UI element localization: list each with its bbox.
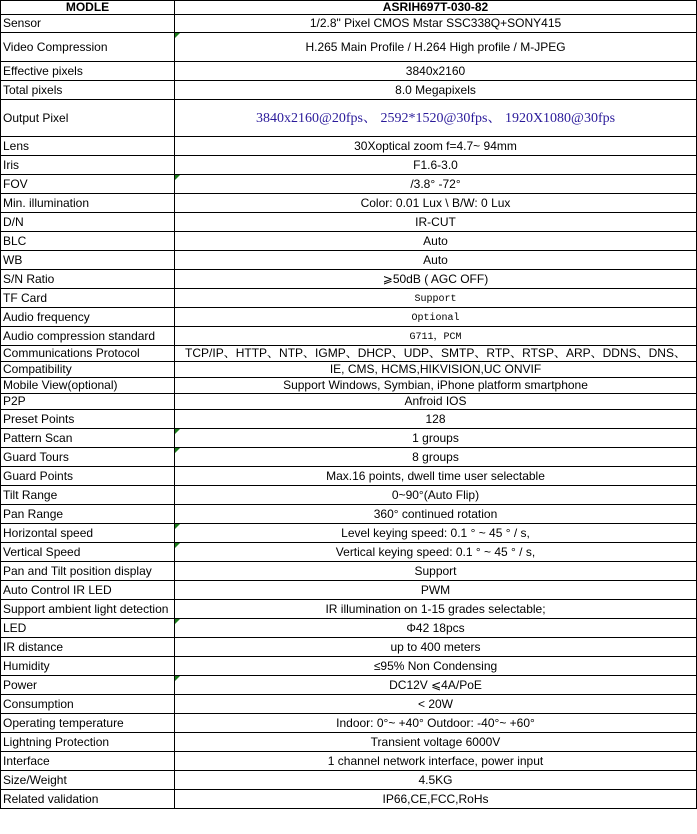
- spec-value-text: up to 400 meters: [390, 639, 481, 654]
- spec-label: Pan and Tilt position display: [1, 562, 175, 581]
- table-row: [1, 486, 697, 505]
- spec-value-text: IR illumination on 1-15 grades selectable;: [325, 601, 546, 616]
- spec-value: [175, 213, 697, 232]
- spec-value-text: ⩾50dB ( AGC OFF): [382, 271, 489, 286]
- spec-label: FOV: [1, 175, 175, 194]
- spec-value-text: Auto: [423, 252, 448, 267]
- spec-value-text: Support: [414, 563, 457, 578]
- spec-label: D/N: [1, 213, 175, 232]
- spec-label: Guard Tours: [1, 448, 175, 467]
- spec-value: [175, 289, 697, 308]
- spec-value: [175, 346, 697, 362]
- table-row: [1, 581, 697, 600]
- spec-label: Auto Control IR LED: [1, 581, 175, 600]
- spec-value-text: Φ42 18pcs: [406, 620, 465, 635]
- spec-value-text: Max.16 points, dwell time user selectable: [326, 468, 545, 483]
- table-row: [1, 33, 697, 62]
- spec-label: Preset Points: [1, 410, 175, 429]
- spec-value: [175, 156, 697, 175]
- spec-value: [175, 505, 697, 524]
- spec-value-text: DC12V ⩽4A/PoE: [389, 677, 482, 692]
- header-model-label: MODLE: [1, 1, 175, 15]
- table-row: [1, 657, 697, 676]
- spec-label: Vertical Speed: [1, 543, 175, 562]
- table-row: [1, 346, 697, 362]
- spec-label: Operating temperature: [1, 714, 175, 733]
- spec-label: Guard Points: [1, 467, 175, 486]
- cell-comment-marker-icon: [175, 619, 180, 624]
- spec-value-text: Transient voltage 6000V: [370, 734, 501, 749]
- table-row: [1, 394, 697, 410]
- spec-label: Pattern Scan: [1, 429, 175, 448]
- spec-label: Sensor: [1, 15, 175, 33]
- table-row: [1, 695, 697, 714]
- spec-label: Pan Range: [1, 505, 175, 524]
- spec-label: Audio frequency: [1, 308, 175, 327]
- spec-value-text: 8 groups: [412, 449, 459, 464]
- spec-rows: [1, 15, 697, 809]
- table-row: [1, 289, 697, 308]
- cell-comment-marker-icon: [175, 676, 180, 681]
- spec-value: [175, 394, 697, 410]
- table-row: [1, 175, 697, 194]
- spec-value-text: 4.5KG: [418, 772, 453, 787]
- spec-value: [175, 733, 697, 752]
- cell-comment-marker-icon: [175, 175, 180, 180]
- table-row: [1, 600, 697, 619]
- spec-value-text: TCP/IP、HTTP、NTP、IGMP、DHCP、UDP、SMTP、RTP、RTSP、ARP、DDNS、DNS、: [185, 346, 686, 360]
- spec-value-text: Level keying speed: 0.1 ° ~ 45 ° / s,: [341, 525, 530, 540]
- cell-comment-marker-icon: [175, 33, 180, 38]
- table-row: [1, 733, 697, 752]
- spec-value-text: G711，PCM: [409, 331, 462, 343]
- spec-label: BLC: [1, 232, 175, 251]
- table-row: [1, 467, 697, 486]
- spec-value: [175, 362, 697, 378]
- spec-value-text: 8.0 Megapixels: [395, 82, 476, 97]
- spec-value-text: < 20W: [417, 696, 453, 711]
- spec-value: [175, 638, 697, 657]
- spec-label: Lightning Protection: [1, 733, 175, 752]
- spec-label: Mobile View(optional): [1, 378, 175, 394]
- spec-label: Consumption: [1, 695, 175, 714]
- spec-value: [175, 619, 697, 638]
- spec-value: [175, 62, 697, 81]
- spec-value: [175, 100, 697, 137]
- spec-value: [175, 448, 697, 467]
- spec-label: Size/Weight: [1, 771, 175, 790]
- spec-value-text: Indoor: 0°~ +40° Outdoor: -40°~ +60°: [336, 715, 535, 730]
- spec-value-text: 30Xoptical zoom f=4.7~ 94mm: [354, 138, 517, 153]
- spec-value-text: Support: [414, 293, 457, 305]
- spec-value-text: 1 channel network interface, power input: [327, 753, 544, 768]
- spec-value-text: Color: 0.01 Lux \ B/W: 0 Lux: [360, 195, 511, 210]
- spec-value: [175, 600, 697, 619]
- spec-value: [175, 657, 697, 676]
- spec-value-text: IR-CUT: [415, 214, 456, 229]
- spec-value: [175, 467, 697, 486]
- table-row: [1, 62, 697, 81]
- spec-value: [175, 33, 697, 62]
- spec-value: [175, 581, 697, 600]
- spec-value: [175, 232, 697, 251]
- header-row: [1, 1, 697, 15]
- table-row: [1, 676, 697, 695]
- spec-value-text: H.265 Main Profile / H.264 High profile / M-JPEG: [305, 39, 566, 54]
- table-row: [1, 194, 697, 213]
- table-row: [1, 714, 697, 733]
- header-model-number: ASRIH697T-030-82: [175, 1, 697, 15]
- spec-value: [175, 81, 697, 100]
- cell-comment-marker-icon: [175, 429, 180, 434]
- table-row: [1, 448, 697, 467]
- table-row: [1, 562, 697, 581]
- spec-value: [175, 486, 697, 505]
- spec-label: Compatibility: [1, 362, 175, 378]
- spec-label: Humidity: [1, 657, 175, 676]
- spec-value: [175, 175, 697, 194]
- spec-label: Support ambient light detection: [1, 600, 175, 619]
- spec-label: Video Compression: [1, 33, 175, 62]
- spec-value-text: Optional: [411, 312, 460, 324]
- spec-value-text: 1/2.8" Pixel CMOS Mstar SSC338Q+SONY415: [309, 16, 562, 30]
- spec-value-text: Support Windows, Symbian, iPhone platform smartphone: [283, 378, 588, 392]
- table-row: [1, 15, 697, 33]
- spec-label: Tilt Range: [1, 486, 175, 505]
- spec-value: [175, 251, 697, 270]
- spec-value-text: PWM: [420, 582, 451, 597]
- spec-label: TF Card: [1, 289, 175, 308]
- spec-label: LED: [1, 619, 175, 638]
- table-row: [1, 100, 697, 137]
- spec-value-text: Vertical keying speed: 0.1 ° ~ 45 ° / s,: [335, 544, 536, 559]
- spec-value: [175, 429, 697, 448]
- table-row: [1, 524, 697, 543]
- table-row: [1, 270, 697, 289]
- spec-value: [175, 327, 697, 346]
- spec-value-text: F1.6-3.0: [413, 157, 458, 172]
- cell-comment-marker-icon: [175, 524, 180, 529]
- spec-value: [175, 676, 697, 695]
- spec-value-text: IE, CMS, HCMS,HIKVISION,UC ONVIF: [329, 362, 542, 376]
- spec-value: [175, 714, 697, 733]
- spec-value: [175, 194, 697, 213]
- table-row: [1, 81, 697, 100]
- spec-value-text: /3.8° -72°: [410, 176, 461, 191]
- table-row: [1, 638, 697, 657]
- table-row: [1, 619, 697, 638]
- spec-label: Horizontal speed: [1, 524, 175, 543]
- spec-value-text: 0~90°(Auto Flip): [391, 487, 480, 502]
- spec-value: [175, 562, 697, 581]
- cell-comment-marker-icon: [175, 448, 180, 453]
- spec-label: Total pixels: [1, 81, 175, 100]
- table-row: [1, 232, 697, 251]
- table-row: [1, 213, 697, 232]
- table-row: [1, 752, 697, 771]
- spec-label: Output Pixel: [1, 100, 175, 137]
- spec-value-text: Auto: [423, 233, 448, 248]
- spec-value: [175, 15, 697, 33]
- spec-label: Lens: [1, 137, 175, 156]
- table-row: [1, 378, 697, 394]
- spec-value: [175, 695, 697, 714]
- spec-label: IR distance: [1, 638, 175, 657]
- spec-label: S/N Ratio: [1, 270, 175, 289]
- table-row: [1, 137, 697, 156]
- table-row: [1, 429, 697, 448]
- spec-value-text: 360° continued rotation: [373, 506, 498, 521]
- spec-value: [175, 137, 697, 156]
- spec-value-text: 1 groups: [412, 430, 459, 445]
- table-row: [1, 505, 697, 524]
- spec-value-text: IP66,CE,FCC,RoHs: [382, 791, 489, 806]
- spec-label: Communications Protocol: [1, 346, 175, 362]
- spec-label: Power: [1, 676, 175, 695]
- spec-value-text: Anfroid IOS: [404, 394, 467, 408]
- spec-value: [175, 308, 697, 327]
- spec-label: Interface: [1, 752, 175, 771]
- spec-label: Iris: [1, 156, 175, 175]
- spec-value: [175, 790, 697, 809]
- spec-label: Audio compression standard: [1, 327, 175, 346]
- table-row: [1, 543, 697, 562]
- spec-label: WB: [1, 251, 175, 270]
- spec-value-text: 3840x2160@20fps、 2592*1520@30fps、 1920X1080@30fps: [255, 110, 616, 126]
- spec-label: P2P: [1, 394, 175, 410]
- spec-value: [175, 524, 697, 543]
- table-row: [1, 251, 697, 270]
- spec-label: Related validation: [1, 790, 175, 809]
- cell-comment-marker-icon: [175, 543, 180, 548]
- spec-value: [175, 543, 697, 562]
- spec-value: [175, 378, 697, 394]
- spec-value: [175, 410, 697, 429]
- spec-value: [175, 270, 697, 289]
- table-row: [1, 410, 697, 429]
- spec-value: [175, 752, 697, 771]
- spec-value: [175, 771, 697, 790]
- table-row: [1, 156, 697, 175]
- spec-value-text: ≤95% Non Condensing: [373, 658, 498, 673]
- table-row: [1, 327, 697, 346]
- table-row: [1, 362, 697, 378]
- spec-label: Effective pixels: [1, 62, 175, 81]
- table-row: [1, 790, 697, 809]
- table-row: [1, 771, 697, 790]
- spec-label: Min. illumination: [1, 194, 175, 213]
- spec-value-text: 3840x2160: [405, 63, 466, 78]
- table-row: [1, 308, 697, 327]
- spec-value-text: 128: [425, 411, 446, 426]
